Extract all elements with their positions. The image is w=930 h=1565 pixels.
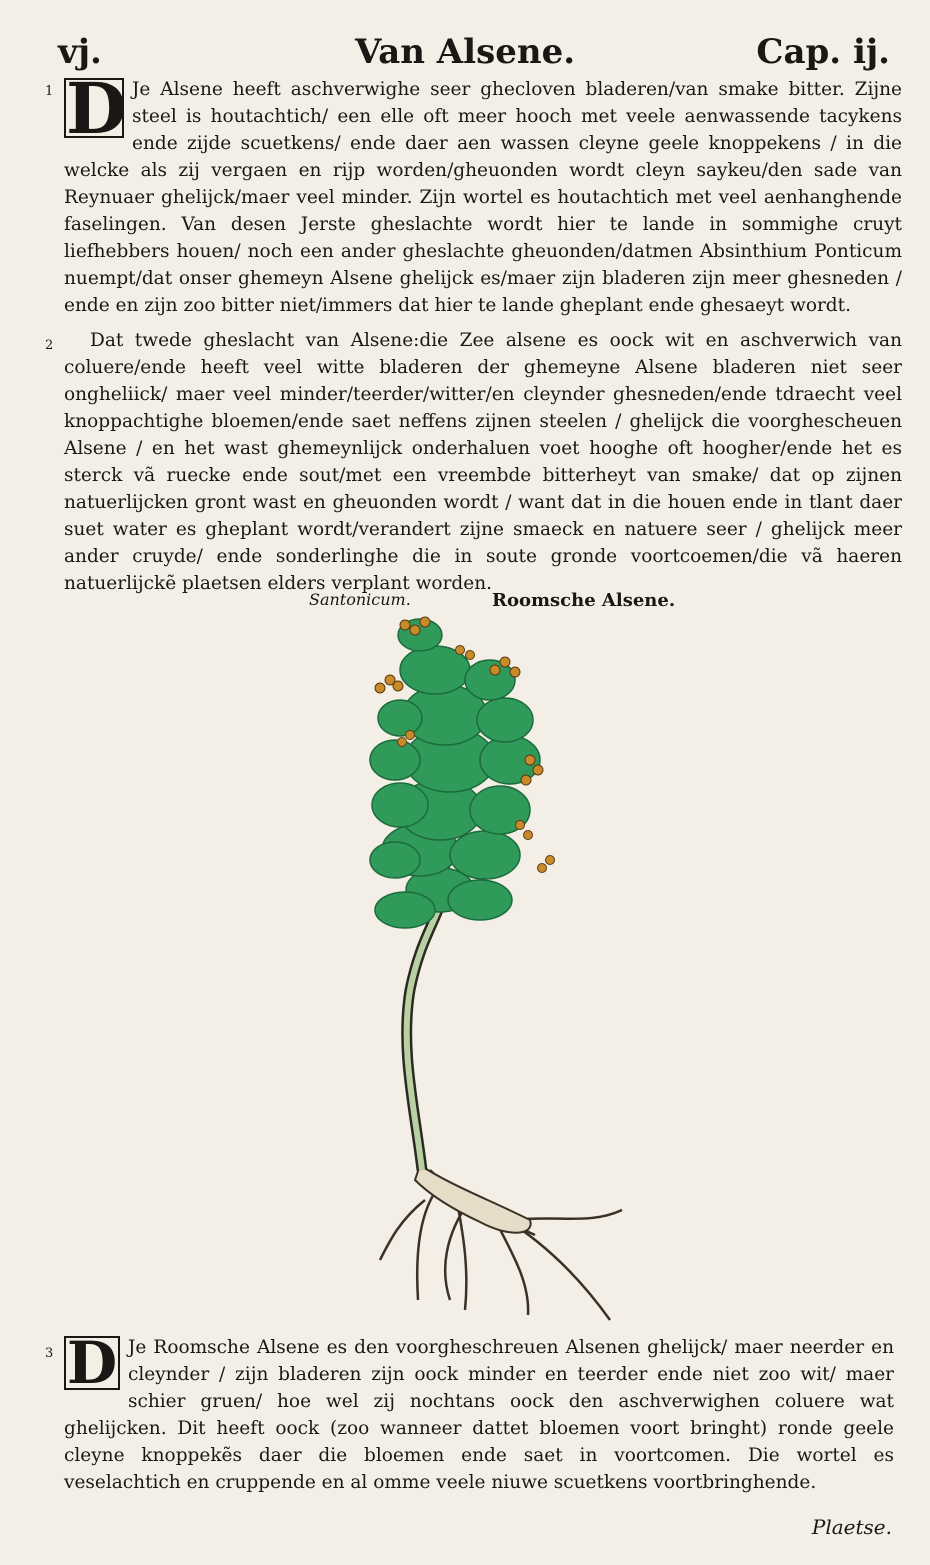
root-icon	[380, 1170, 622, 1320]
folio-number: vj.	[58, 32, 102, 72]
paragraph-2-text: Dat twede gheslacht van Alsene:die Zee alsene es oock wit en aschverwich van coluere/ende heeft veel witte bladeren der ghemeyne Alsene bladeren niet seer ongheliick/ maer veel minder/teerder/witter/en cleynder ghesneden/ende tdraecht veel knoppachtighe bloemen/ende saet neffens zijnen steelen / ghelijck die voorghescheuen Alsene / en het wast ghemeynlijck onderhaluen voet hooghe oft hoogher/ende het es sterck vã ruecke ende sout/met een vreembde bitterheyt van smake/ dat op zijnen natuerlijcken gront wast en gheuonden wordt / want dat in die houen ende in tlant daer suet water es gheplant wordt/verandert zijne smaeck en natuere seer / ghelijck meer ander cruyde/ ende sonderlinghe die in soute gronde voortcoemen/die vã haeren natuerlijckẽ plaetsen elders verplant worden.	[64, 330, 902, 594]
foliage-icon	[370, 619, 540, 928]
paragraph-number-3: 3	[45, 1346, 54, 1361]
paragraph-1-text: Je Alsene heeft aschverwighe seer ghecloven bladeren/van smake bitter. Zijne steel is houtachtich/ een elle oft meer hooch met veele aenwassende tacykens ende zijde scuetkens/ ende daer aen wassen cleyne geele knoppekens / in die welcke als zij vergaen en rijp worden/gheuonden wordt cleyn saykeu/den sade van Reynuaer ghelijck/maer veel minder. Zijn wortel es houtachtich met veel aenhanghende faselingen. Van desen Jerste gheslachte wordt hier te lande in sommighe cruyt liefhebbers houen/ noch een ander gheslachte gheuonden/datmen Absinthium Ponticum nuempt/dat onser ghemeyn Alsene ghelijck es/maer zijn bladeren zijn meer ghesneden / ende en zijn zoo bitter niet/immers dat hier te lande gheplant ende ghesaeyt wordt.	[64, 79, 902, 316]
catchword: Plaetse.	[811, 1515, 892, 1539]
caption-santonicum: Santonicum.	[309, 590, 411, 609]
running-title: Van Alsene.	[354, 32, 576, 72]
page-header	[0, 18, 930, 74]
paragraph-2	[64, 327, 902, 597]
paragraph-number-2: 2	[45, 338, 54, 353]
paragraph-number-1: 1	[45, 84, 54, 99]
caption-roomsche-alsene: Roomsche Alsene.	[492, 590, 676, 611]
paragraph-1	[64, 67, 902, 319]
plant-illustration-icon	[360, 610, 630, 1330]
drop-cap-initial: D	[64, 1336, 120, 1390]
paragraph-3-text: Je Roomsche Alsene es den voorgheschreuen Alsenen ghelijck/ maer neerder en cleynder / zijn bladeren zijn oock minder en teerder ende niet zoo wit/ maer schier gruen/ hoe wel zij nochtans oock den aschverwighen coluere wat ghelijcken. Dit heeft oock (zoo wanneer dattet bloemen voort bringht) ronde geele cleyne knoppekẽs daer die bloemen ende saet in voortcomen. Die wortel es veselachtich en cruppende en al omme veele niuwe scuetkens voortbringhende.	[64, 1337, 894, 1493]
paragraph-3	[64, 1329, 894, 1496]
drop-cap-initial: D	[66, 67, 127, 150]
chapter-label: Cap. ij.	[756, 32, 890, 72]
